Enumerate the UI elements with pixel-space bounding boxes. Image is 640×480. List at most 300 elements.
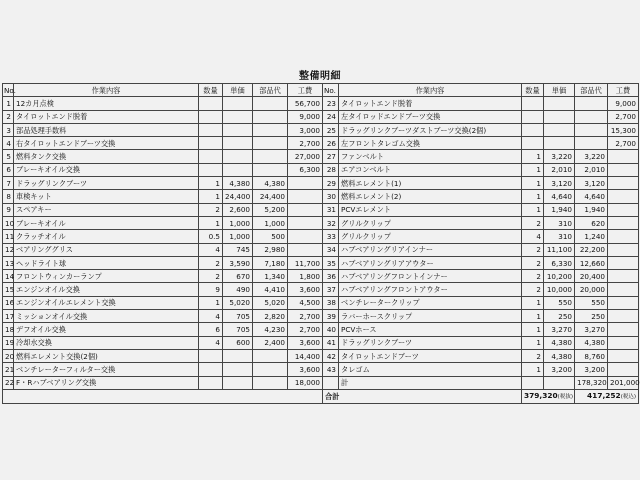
row-labor: 6,300 [288, 163, 323, 176]
table-row [3, 216, 639, 229]
row-no: 23 [323, 97, 339, 110]
row-unit-price: 310 [544, 216, 575, 229]
row-parts: 620 [575, 216, 608, 229]
row-unit-price: 490 [223, 283, 253, 296]
row-qty: 2 [522, 283, 544, 296]
table-row [3, 349, 639, 362]
row-qty: 2 [199, 270, 223, 283]
table-header-row [3, 84, 639, 97]
header-parts: 部品代 [253, 84, 288, 97]
row-qty: 4 [199, 310, 223, 323]
row-unit-price: 4,640 [544, 190, 575, 203]
row-qty [522, 137, 544, 150]
row-no: 30 [323, 190, 339, 203]
row-unit-price: 3,120 [544, 177, 575, 190]
row-content: ハブベアリングフロントインナー [339, 270, 522, 283]
row-parts: 8,760 [575, 349, 608, 362]
header-content: 作業内容 [14, 84, 199, 97]
row-parts: 4,230 [253, 323, 288, 336]
row-content: デフオイル交換 [14, 323, 199, 336]
row-content: エアコンベルト [339, 163, 522, 176]
row-unit-price [544, 137, 575, 150]
row-labor: 3,600 [288, 363, 323, 376]
row-parts: 1,000 [253, 216, 288, 229]
row-content: ブレーキオイル交換 [14, 163, 199, 176]
row-parts: 2,010 [575, 163, 608, 176]
row-content: PCVホース [339, 323, 522, 336]
row-qty: 4 [199, 336, 223, 349]
row-unit-price: 550 [544, 296, 575, 309]
row-content: グリルクリップ [339, 230, 522, 243]
row-labor [608, 270, 639, 283]
row-unit-price [223, 349, 253, 362]
row-qty [522, 97, 544, 110]
grand-total-label: 合計 [323, 389, 522, 403]
row-no: 37 [323, 283, 339, 296]
row-unit-price: 310 [544, 230, 575, 243]
header-qty: 数量 [199, 84, 223, 97]
row-parts [575, 110, 608, 123]
row-unit-price [223, 97, 253, 110]
row-unit-price: 1,000 [223, 216, 253, 229]
header-no: No. [323, 84, 339, 97]
row-unit-price: 11,100 [544, 243, 575, 256]
row-content: タイロットエンド脱着 [339, 97, 522, 110]
row-no: 15 [3, 283, 14, 296]
row-no: 18 [3, 323, 14, 336]
row-unit-price [223, 110, 253, 123]
row-content: F・Rハブベアリング交換 [14, 376, 199, 389]
row-unit-price: 5,020 [223, 296, 253, 309]
row-parts [253, 123, 288, 136]
row-parts [253, 97, 288, 110]
row-unit-price [223, 363, 253, 376]
row-qty [199, 123, 223, 136]
row-labor: 11,700 [288, 256, 323, 269]
row-labor [608, 177, 639, 190]
row-content: ラバーホースクリップ [339, 310, 522, 323]
row-labor [608, 336, 639, 349]
row-qty: 1 [199, 216, 223, 229]
row-unit-price: 3,590 [223, 256, 253, 269]
row-parts: 20,000 [575, 283, 608, 296]
row-qty: 1 [522, 323, 544, 336]
row-parts [253, 363, 288, 376]
table-row [3, 310, 639, 323]
row-no: 28 [323, 163, 339, 176]
row-no: 14 [3, 270, 14, 283]
row-no: 24 [323, 110, 339, 123]
row-qty: 0.5 [199, 230, 223, 243]
table-row [3, 150, 639, 163]
row-qty [199, 137, 223, 150]
row-content: 燃料エレメント(1) [339, 177, 522, 190]
row-labor: 14,400 [288, 349, 323, 362]
table-row [3, 203, 639, 216]
row-unit-price: 2,600 [223, 203, 253, 216]
row-unit-price: 4,380 [544, 349, 575, 362]
row-content: 車検キット [14, 190, 199, 203]
table-row [3, 123, 639, 136]
row-no: 26 [323, 137, 339, 150]
row-content: タレゴム [339, 363, 522, 376]
row-no: 40 [323, 323, 339, 336]
row-qty [199, 150, 223, 163]
row-labor [608, 256, 639, 269]
row-no: 31 [323, 203, 339, 216]
row-no: 3 [3, 123, 14, 136]
row-unit-price [223, 163, 253, 176]
header-labor: 工費 [608, 84, 639, 97]
row-content: ドラッグリンクブーツ [339, 336, 522, 349]
grand-total-before-tax: 379,320(税抜) [522, 389, 575, 403]
row-qty [199, 97, 223, 110]
table-row [3, 243, 639, 256]
header-unit-price: 単価 [223, 84, 253, 97]
row-content: ブレーキオイル [14, 216, 199, 229]
row-content: ハブベアリングリアアウター [339, 256, 522, 269]
row-labor [288, 177, 323, 190]
row-qty [522, 123, 544, 136]
row-qty: 1 [522, 177, 544, 190]
row-unit-price: 10,200 [544, 270, 575, 283]
row-labor [608, 190, 639, 203]
row-qty: 4 [199, 243, 223, 256]
row-unit-price [223, 123, 253, 136]
row-parts: 4,640 [575, 190, 608, 203]
row-labor: 2,700 [288, 137, 323, 150]
table-row [3, 376, 639, 389]
row-unit-price [223, 376, 253, 389]
table-row [3, 177, 639, 190]
table-row [3, 323, 639, 336]
row-parts: 1,940 [575, 203, 608, 216]
table-row [3, 190, 639, 203]
row-unit-price: 705 [223, 323, 253, 336]
row-no: 9 [3, 203, 14, 216]
row-parts: 550 [575, 296, 608, 309]
row-unit-price: 4,380 [544, 336, 575, 349]
row-labor: 3,600 [288, 336, 323, 349]
row-labor [288, 230, 323, 243]
row-labor [608, 243, 639, 256]
row-parts: 5,020 [253, 296, 288, 309]
row-unit-price: 2,010 [544, 163, 575, 176]
row-parts: 1,340 [253, 270, 288, 283]
row-parts: 20,400 [575, 270, 608, 283]
row-unit-price [544, 97, 575, 110]
row-no: 17 [3, 310, 14, 323]
row-labor [608, 216, 639, 229]
row-labor [288, 203, 323, 216]
row-content: ドラッグリンクブーツダストブーツ交換(2個) [339, 123, 522, 136]
row-parts: 250 [575, 310, 608, 323]
row-parts: 12,660 [575, 256, 608, 269]
row-no [323, 376, 339, 389]
row-labor [608, 323, 639, 336]
row-labor: 3,000 [288, 123, 323, 136]
row-content: グリルクリップ [339, 216, 522, 229]
row-labor: 1,800 [288, 270, 323, 283]
row-qty: 1 [522, 203, 544, 216]
row-content: 左タイロッドエンドブーツ交換 [339, 110, 522, 123]
row-labor: 2,700 [288, 310, 323, 323]
row-no: 29 [323, 177, 339, 190]
row-labor [288, 216, 323, 229]
row-no: 34 [323, 243, 339, 256]
row-content: スペアキー [14, 203, 199, 216]
row-parts: 1,240 [575, 230, 608, 243]
row-qty: 1 [199, 296, 223, 309]
row-parts: 3,200 [575, 363, 608, 376]
row-labor: 3,600 [288, 283, 323, 296]
row-no: 13 [3, 256, 14, 269]
row-no: 39 [323, 310, 339, 323]
row-parts: 7,180 [253, 256, 288, 269]
row-no: 11 [3, 230, 14, 243]
row-parts [253, 150, 288, 163]
row-content: クラッチオイル [14, 230, 199, 243]
row-content: エンジンオイル交換 [14, 283, 199, 296]
row-parts [253, 376, 288, 389]
row-qty: 2 [522, 270, 544, 283]
row-labor: 201,000 [608, 376, 639, 389]
row-content: ハブベアリングリアインナー [339, 243, 522, 256]
row-no: 10 [3, 216, 14, 229]
row-unit-price: 24,400 [223, 190, 253, 203]
row-unit-price: 3,270 [544, 323, 575, 336]
row-labor [608, 230, 639, 243]
row-parts: 2,400 [253, 336, 288, 349]
grand-total-row [3, 389, 639, 403]
row-content: 計 [339, 376, 522, 389]
row-content: 燃料タンク交換 [14, 150, 199, 163]
row-no: 16 [3, 296, 14, 309]
row-unit-price: 4,380 [223, 177, 253, 190]
row-no: 41 [323, 336, 339, 349]
row-labor [608, 163, 639, 176]
row-no: 8 [3, 190, 14, 203]
row-qty [199, 349, 223, 362]
row-labor [608, 310, 639, 323]
row-no: 21 [3, 363, 14, 376]
row-labor [288, 243, 323, 256]
row-unit-price: 705 [223, 310, 253, 323]
row-qty: 2 [199, 203, 223, 216]
row-content: 左フロントタレゴム交換 [339, 137, 522, 150]
row-parts [253, 349, 288, 362]
row-parts [575, 123, 608, 136]
row-labor: 2,700 [608, 110, 639, 123]
row-labor [288, 190, 323, 203]
header-unit-price: 単価 [544, 84, 575, 97]
row-unit-price [544, 110, 575, 123]
row-content: フロントウィンカーランプ [14, 270, 199, 283]
row-labor: 4,500 [288, 296, 323, 309]
row-labor: 15,300 [608, 123, 639, 136]
row-qty [199, 110, 223, 123]
row-unit-price: 1,940 [544, 203, 575, 216]
row-labor: 2,700 [288, 323, 323, 336]
row-unit-price: 250 [544, 310, 575, 323]
row-parts: 500 [253, 230, 288, 243]
row-unit-price: 10,000 [544, 283, 575, 296]
row-parts: 178,320 [575, 376, 608, 389]
row-labor [608, 283, 639, 296]
row-content: ファンベルト [339, 150, 522, 163]
row-parts: 4,380 [575, 336, 608, 349]
row-no: 27 [323, 150, 339, 163]
row-qty [522, 376, 544, 389]
row-content: 燃料エレメント(2) [339, 190, 522, 203]
row-parts [253, 163, 288, 176]
row-qty: 1 [522, 190, 544, 203]
row-parts: 22,200 [575, 243, 608, 256]
row-parts: 5,200 [253, 203, 288, 216]
table-row [3, 336, 639, 349]
table-row [3, 230, 639, 243]
row-qty: 1 [522, 336, 544, 349]
table-row [3, 296, 639, 309]
row-unit-price [544, 123, 575, 136]
row-no: 19 [3, 336, 14, 349]
header-content: 作業内容 [339, 84, 522, 97]
row-labor [608, 296, 639, 309]
row-qty: 1 [522, 363, 544, 376]
row-qty: 1 [522, 296, 544, 309]
row-content: ミッションオイル交換 [14, 310, 199, 323]
row-content: ヘッドライト球 [14, 256, 199, 269]
grand-total-with-tax: 417,252(税込) [575, 389, 639, 403]
table-row [3, 363, 639, 376]
row-parts: 3,120 [575, 177, 608, 190]
header-qty: 数量 [522, 84, 544, 97]
header-no: No. [3, 84, 14, 97]
row-qty: 1 [522, 310, 544, 323]
row-content: ハブベアリングフロントアウター [339, 283, 522, 296]
row-parts [575, 97, 608, 110]
row-parts: 24,400 [253, 190, 288, 203]
table-row [3, 137, 639, 150]
row-labor: 2,700 [608, 137, 639, 150]
row-unit-price: 3,220 [544, 150, 575, 163]
row-labor: 27,000 [288, 150, 323, 163]
row-unit-price: 1,000 [223, 230, 253, 243]
row-labor: 18,000 [288, 376, 323, 389]
table-row [3, 270, 639, 283]
row-parts [253, 110, 288, 123]
row-no: 43 [323, 363, 339, 376]
row-qty: 1 [522, 163, 544, 176]
row-qty: 2 [522, 243, 544, 256]
row-qty: 1 [522, 150, 544, 163]
row-qty [199, 363, 223, 376]
row-labor [608, 203, 639, 216]
row-parts: 4,410 [253, 283, 288, 296]
row-qty: 2 [522, 349, 544, 362]
row-content: 冷却水交換 [14, 336, 199, 349]
table-row [3, 283, 639, 296]
row-labor [608, 150, 639, 163]
row-parts: 2,980 [253, 243, 288, 256]
row-unit-price [223, 137, 253, 150]
header-labor: 工費 [288, 84, 323, 97]
row-labor [608, 363, 639, 376]
row-labor: 9,000 [608, 97, 639, 110]
table-row [3, 256, 639, 269]
row-content: タイロットエンドブーツ [339, 349, 522, 362]
row-no: 1 [3, 97, 14, 110]
row-unit-price: 670 [223, 270, 253, 283]
row-no: 32 [323, 216, 339, 229]
row-parts [253, 137, 288, 150]
row-no: 6 [3, 163, 14, 176]
row-content: ベンチレーターフィルター交換 [14, 363, 199, 376]
row-labor: 9,000 [288, 110, 323, 123]
row-content: エンジンオイルエレメント交換 [14, 296, 199, 309]
row-qty: 1 [199, 190, 223, 203]
row-qty: 2 [522, 256, 544, 269]
row-unit-price: 3,200 [544, 363, 575, 376]
row-content: 燃料エレメント交換(2個) [14, 349, 199, 362]
row-parts [575, 137, 608, 150]
row-unit-price [223, 150, 253, 163]
row-qty [199, 376, 223, 389]
header-parts: 部品代 [575, 84, 608, 97]
row-qty: 6 [199, 323, 223, 336]
row-qty [522, 110, 544, 123]
row-content: ドラッグリンクブーツ [14, 177, 199, 190]
row-unit-price [544, 376, 575, 389]
row-parts: 3,270 [575, 323, 608, 336]
maintenance-details-table [2, 83, 639, 404]
row-parts: 4,380 [253, 177, 288, 190]
row-content: 12カ月点検 [14, 97, 199, 110]
row-no: 35 [323, 256, 339, 269]
row-no: 20 [3, 349, 14, 362]
row-qty: 4 [522, 230, 544, 243]
row-qty: 9 [199, 283, 223, 296]
row-no: 7 [3, 177, 14, 190]
row-no: 36 [323, 270, 339, 283]
row-no: 22 [3, 376, 14, 389]
table-row [3, 110, 639, 123]
row-no: 33 [323, 230, 339, 243]
row-no: 12 [3, 243, 14, 256]
row-unit-price: 6,330 [544, 256, 575, 269]
row-content: 部品処理手数料 [14, 123, 199, 136]
table-row [3, 163, 639, 176]
row-no: 5 [3, 150, 14, 163]
row-no: 38 [323, 296, 339, 309]
row-qty: 1 [199, 177, 223, 190]
row-unit-price: 600 [223, 336, 253, 349]
row-no: 25 [323, 123, 339, 136]
row-no: 4 [3, 137, 14, 150]
row-content: タイロットエンド脱着 [14, 110, 199, 123]
row-qty: 2 [199, 256, 223, 269]
row-content: ベンチレータークリップ [339, 296, 522, 309]
row-parts: 2,820 [253, 310, 288, 323]
page-title: 整備明細 [299, 71, 341, 82]
table-row [3, 97, 639, 110]
row-parts: 3,220 [575, 150, 608, 163]
row-content: 右タイロットエンドブーツ交換 [14, 137, 199, 150]
row-labor [608, 349, 639, 362]
row-labor: 56,700 [288, 97, 323, 110]
row-content: ベアリンググリス [14, 243, 199, 256]
row-content: PCVエレメント [339, 203, 522, 216]
